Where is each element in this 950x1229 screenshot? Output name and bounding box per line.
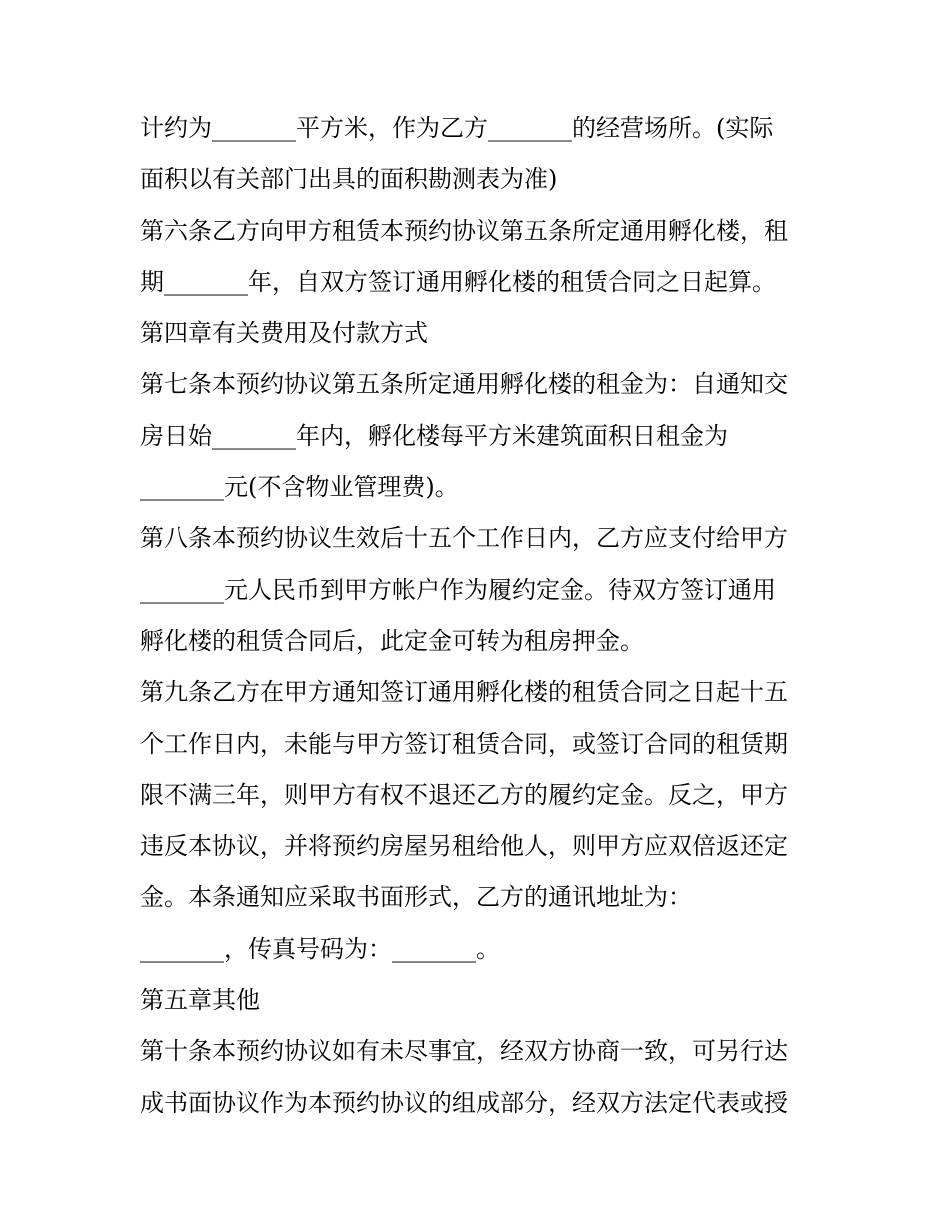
text-line: 金。本条通知应采取书面形式，乙方的通讯地址为： (140, 883, 692, 912)
text-line: 第六条乙方向甲方租赁本预约协议第五条所定通用孵化楼，租 (140, 216, 788, 245)
text-line: 第七条本预约协议第五条所定通用孵化楼的租金为：自通知交 (140, 370, 788, 399)
text-line: _______元人民币到甲方帐户作为履约定金。待双方签订通用 (140, 575, 776, 604)
text-line: 第八条本预约协议生效后十五个工作日内，乙方应支付给甲方 (140, 524, 788, 553)
text-line: 计约为_______平方米，作为乙方_______的经营场所。(实际 (140, 114, 774, 142)
text-line: 限不满三年，则甲方有权不退还乙方的履约定金。反之，甲方 (140, 780, 788, 809)
text-line: 孵化楼的租赁合同后，此定金可转为租房押金。 (140, 626, 644, 655)
text-line: 违反本协议，并将预约房屋另租给他人，则甲方应双倍返还定 (140, 832, 788, 861)
document-body (140, 103, 830, 1129)
text-line: 房日始_______年内，孵化楼每平方米建筑面积日租金为 (140, 421, 728, 450)
text-line: _______元(不含物业管理费)。 (140, 473, 459, 502)
chapter-heading: 第四章有关费用及付款方式 (140, 319, 428, 348)
text-line: _______，传真号码为：_______。 (140, 934, 500, 963)
text-line: 个工作日内，未能与甲方签订租赁合同，或签订合同的租赁期 (140, 729, 788, 758)
text-line: 第十条本预约协议如有未尽事宜，经双方协商一致，可另行达 (140, 1037, 788, 1066)
text-line: 成书面协议作为本预约协议的组成部分，经双方法定代表或授 (140, 1088, 788, 1117)
text-line: 第九条乙方在甲方通知签订通用孵化楼的租赁合同之日起十五 (140, 678, 788, 707)
text-line: 期_______年，自双方签订通用孵化楼的租赁合同之日起算。 (140, 267, 776, 296)
text-line: 面积以有关部门出具的面积勘测表为准) (140, 165, 558, 194)
chapter-heading: 第五章其他 (140, 986, 260, 1015)
